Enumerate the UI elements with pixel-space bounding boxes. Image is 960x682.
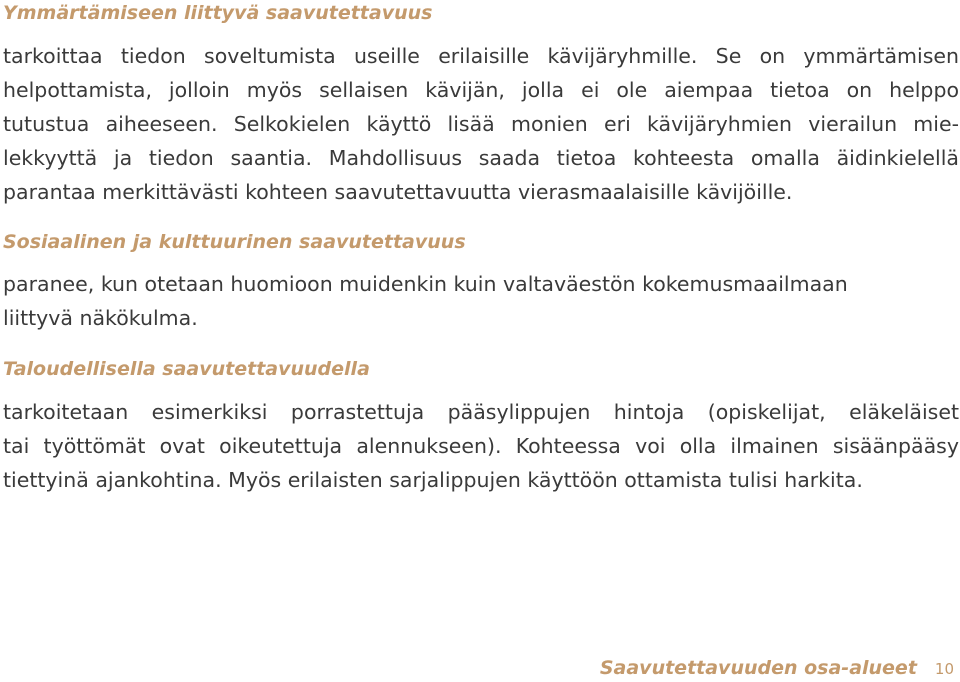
section-heading-cognitive: Ymmärtämiseen liittyvä saavutettavuus	[3, 2, 433, 24]
body-line: tarkoitetaan esimerkiksi porrastettuja pääsylippujen hintoja (opiskelijat, eläkeläiset	[3, 400, 959, 424]
body-line: helpottamista, jolloin myös sellaisen kävijän, jolla ei ole aiempaa tietoa on helppo	[3, 78, 959, 102]
section-heading-social: Sosiaalinen ja kulttuurinen saavutettavuus	[3, 231, 466, 253]
body-line: tiettyinä ajankohtina. Myös erilaisten sarjalippujen käyttöön ottamista tulisi harkita.	[3, 468, 863, 492]
section-heading-economic: Taloudellisella saavutettavuudella	[3, 358, 370, 380]
body-line: tutustua aiheeseen. Selkokielen käyttö lisää monien eri kävijäryhmien vierailun mie-	[3, 112, 959, 136]
page-number: 10	[934, 660, 954, 678]
body-line: lekkyyttä ja tiedon saantia. Mahdollisuus saada tietoa kohteesta omalla äidinkielellä	[3, 146, 959, 170]
page-footer	[600, 655, 954, 682]
section-body-cognitive	[3, 39, 959, 209]
body-line: paranee, kun otetaan huomioon muidenkin kuin valtaväestön kokemusmaailmaan	[3, 272, 848, 296]
body-line: liittyvä näkökulma.	[3, 306, 198, 330]
footer-title: Saavutettavuuden osa-alueet	[599, 657, 917, 679]
section-body-economic	[3, 395, 959, 497]
section-body-social	[3, 267, 959, 335]
body-line: parantaa merkittävästi kohteen saavutettavuutta vierasmaalaisille kävijöille.	[3, 180, 793, 204]
body-line: tarkoittaa tiedon soveltumista useille erilaisille kävijäryhmille. Se on ymmärtämisen	[3, 44, 959, 68]
body-line: tai työttömät ovat oikeutettuja alennukseen). Kohteessa voi olla ilmainen sisäänpääsy	[3, 434, 959, 458]
